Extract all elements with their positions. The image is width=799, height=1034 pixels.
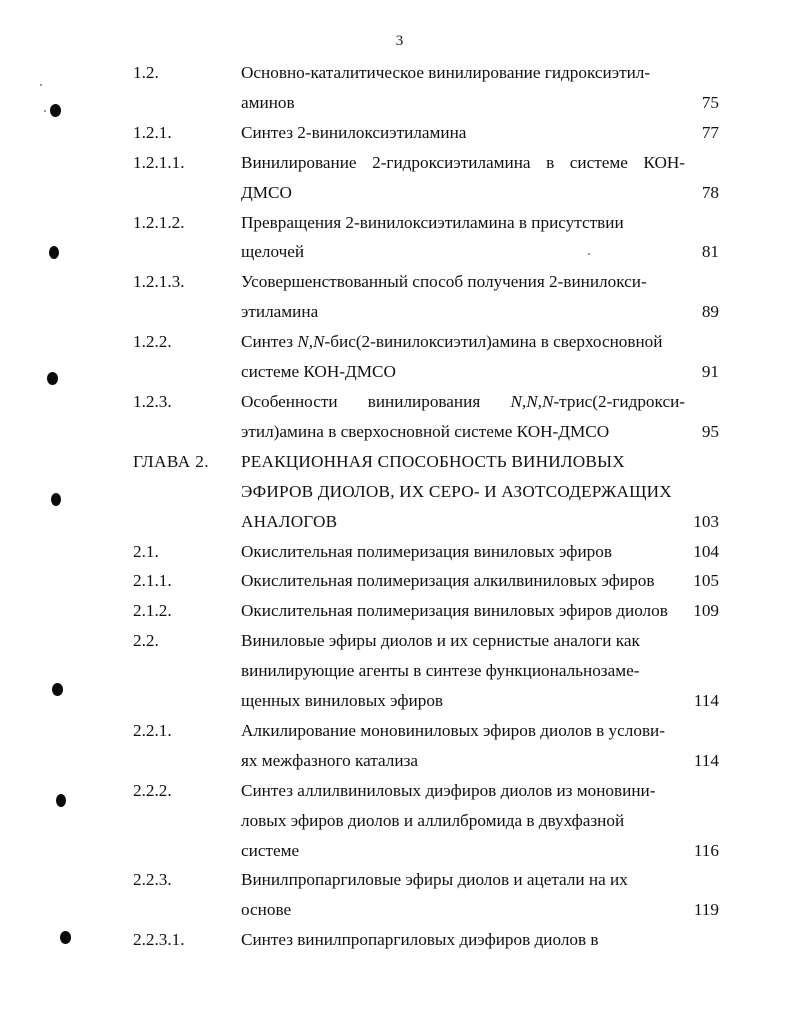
toc-entry <box>133 267 723 327</box>
toc-entry-page: 78 <box>701 182 719 202</box>
toc-entry <box>133 208 723 268</box>
toc-entry-number: 1.2.1.3. <box>133 272 185 292</box>
toc-entry-title-line: Синтез винилпропаргиловых диэфиров диолов в <box>241 930 599 950</box>
scan-speck <box>44 110 46 112</box>
toc-entry <box>133 925 723 955</box>
toc-entry-title <box>241 58 685 118</box>
toc-entry-page: 116 <box>693 840 719 860</box>
toc-entry-title <box>241 566 685 596</box>
toc-entry-page: 91 <box>701 362 719 382</box>
toc-entry-number: ГЛАВА 2. <box>133 451 209 471</box>
toc-entry-page: 81 <box>701 242 719 262</box>
punch-hole <box>47 372 58 385</box>
toc-entry-title <box>241 925 685 955</box>
toc-entry <box>133 118 723 148</box>
toc-entry-title <box>241 208 685 268</box>
toc-entry <box>133 566 723 596</box>
toc-entry-title-line: Алкилирование моновиниловых эфиров диолов в услови- <box>241 720 665 740</box>
toc-entry-number: 2.2.3.1. <box>133 930 185 950</box>
toc-entry-title-line: Виниловые эфиры диолов и их сернистые аналоги как <box>241 631 640 651</box>
toc-entry-title-line: Окислительная полимеризация виниловых эфиров диолов <box>241 601 668 621</box>
toc-entry <box>133 447 723 537</box>
toc-entry-title-line: АНАЛОГОВ <box>241 511 338 531</box>
toc-entry-number: 2.1. <box>133 541 159 561</box>
punch-hole <box>49 246 59 259</box>
toc-entry-title-line: Синтез 2-винилоксиэтиламина <box>241 122 467 142</box>
toc-entry-page: 114 <box>693 750 719 770</box>
toc-entry-title-line: Синтез N,N-бис(2-винилоксиэтил)амина в сверхосновной <box>241 332 663 352</box>
toc-entry-title-line: основе <box>241 900 292 920</box>
toc-entry-title-line: Окислительная полимеризация алкилвиниловых эфиров <box>241 571 655 591</box>
toc-entry-title <box>241 626 685 716</box>
toc-entry-page: 103 <box>693 511 719 531</box>
toc-entry <box>133 537 723 567</box>
toc-entry-page: 77 <box>701 122 719 142</box>
toc-entry <box>133 716 723 776</box>
toc-entry-title <box>241 327 685 387</box>
punch-hole <box>56 794 66 807</box>
toc-entry-title-line: ях межфазного катализа <box>241 750 419 770</box>
toc-entry-title <box>241 118 685 148</box>
toc-entry-title <box>241 148 685 208</box>
toc-entry-title-line: Превращения 2-винилоксиэтиламина в присутствии <box>241 212 624 232</box>
toc-entry <box>133 626 723 716</box>
toc-entry-title-line: ЭФИРОВ ДИОЛОВ, ИХ СЕРО- И АЗОТСОДЕРЖАЩИХ <box>241 481 672 501</box>
toc-entry-title-line: Синтез аллилвиниловых диэфиров диолов из моновини- <box>241 780 656 800</box>
toc-entry-title-line: ловых эфиров диолов и аллилбромида в двухфазной <box>241 810 625 830</box>
toc-entry-page: 75 <box>701 92 719 112</box>
punch-hole <box>52 683 63 696</box>
toc-entry-title-line: Винилирование 2-гидроксиэтиламина в системе КОН- <box>241 152 685 172</box>
toc-entry <box>133 596 723 626</box>
toc-entry-page: 95 <box>701 421 719 441</box>
toc-entry-title <box>241 596 685 626</box>
toc-entry-number: 2.2. <box>133 631 159 651</box>
toc-entry-title-line: системе <box>241 840 300 860</box>
toc-entry-page: 105 <box>693 571 719 591</box>
toc-entry-number: 2.2.1. <box>133 720 172 740</box>
toc-entry-number: 2.2.2. <box>133 780 172 800</box>
toc-entry-title <box>241 716 685 776</box>
toc-entry-title-line: этил)амина в сверхосновной системе КОН-ДМСО <box>241 421 610 441</box>
toc-entry-title-line: системе КОН-ДМСО <box>241 362 396 382</box>
toc-entry-page: 114 <box>693 691 719 711</box>
toc-entry-title-line: щелочей <box>241 242 305 262</box>
toc-entry-title-line: винилирующие агенты в синтезе функциональнозаме- <box>241 661 640 681</box>
page-number: 3 <box>395 33 404 49</box>
toc-entry-number: 1.2.1.1. <box>133 152 185 172</box>
punch-hole <box>51 493 61 506</box>
toc-entry-title <box>241 537 685 567</box>
toc-entry-number: 1.2.2. <box>133 332 172 352</box>
toc-entry-title <box>241 447 685 537</box>
toc-entry-title-line: ДМСО <box>241 182 292 202</box>
toc-entry-title <box>241 865 685 925</box>
toc-entry-number: 2.1.2. <box>133 601 172 621</box>
punch-hole <box>60 931 71 944</box>
toc-entry-number: 1.2. <box>133 63 159 82</box>
toc-entry-title-line: РЕАКЦИОННАЯ СПОСОБНОСТЬ ВИНИЛОВЫХ <box>241 451 625 471</box>
toc-entry-page: 109 <box>693 601 719 621</box>
table-of-contents <box>133 58 723 955</box>
toc-entry-title-line: Основно-каталитическое винилирование гидроксиэтил- <box>241 63 651 82</box>
scan-speck <box>588 253 590 255</box>
toc-entry-number: 1.2.1.2. <box>133 212 185 232</box>
toc-entry-number: 1.2.1. <box>133 122 172 142</box>
toc-entry-title-line: Усовершенствованный способ получения 2-винилокси- <box>241 272 647 292</box>
toc-entry-title-line: этиламина <box>241 302 319 322</box>
toc-entry <box>133 865 723 925</box>
toc-entry-title-line: Окислительная полимеризация виниловых эфиров <box>241 541 612 561</box>
toc-entry-number: 2.2.3. <box>133 870 172 890</box>
toc-entry <box>133 327 723 387</box>
toc-entry-number: 2.1.1. <box>133 571 172 591</box>
toc-entry-title-line: аминов <box>241 92 295 112</box>
toc-entry-title-line: Винилпропаргиловые эфиры диолов и ацетали на их <box>241 870 628 890</box>
punch-hole <box>50 104 61 117</box>
toc-entry-title <box>241 267 685 327</box>
toc-entry-number: 1.2.3. <box>133 391 172 411</box>
toc-entry-page: 104 <box>693 541 719 561</box>
toc-entry-title <box>241 776 685 866</box>
toc-entry-page: 119 <box>693 900 719 920</box>
toc-entry <box>133 148 723 208</box>
toc-entry <box>133 58 723 118</box>
toc-entry-page: 89 <box>701 302 719 322</box>
toc-entry <box>133 387 723 447</box>
toc-entry-title-line: щенных виниловых эфиров <box>241 691 444 711</box>
toc-entry <box>133 776 723 866</box>
scan-speck <box>40 84 42 86</box>
toc-entry-title <box>241 387 685 447</box>
toc-entry-title-line: Особенности винилирования N,N,N-трис(2-гидрокси- <box>241 391 685 411</box>
